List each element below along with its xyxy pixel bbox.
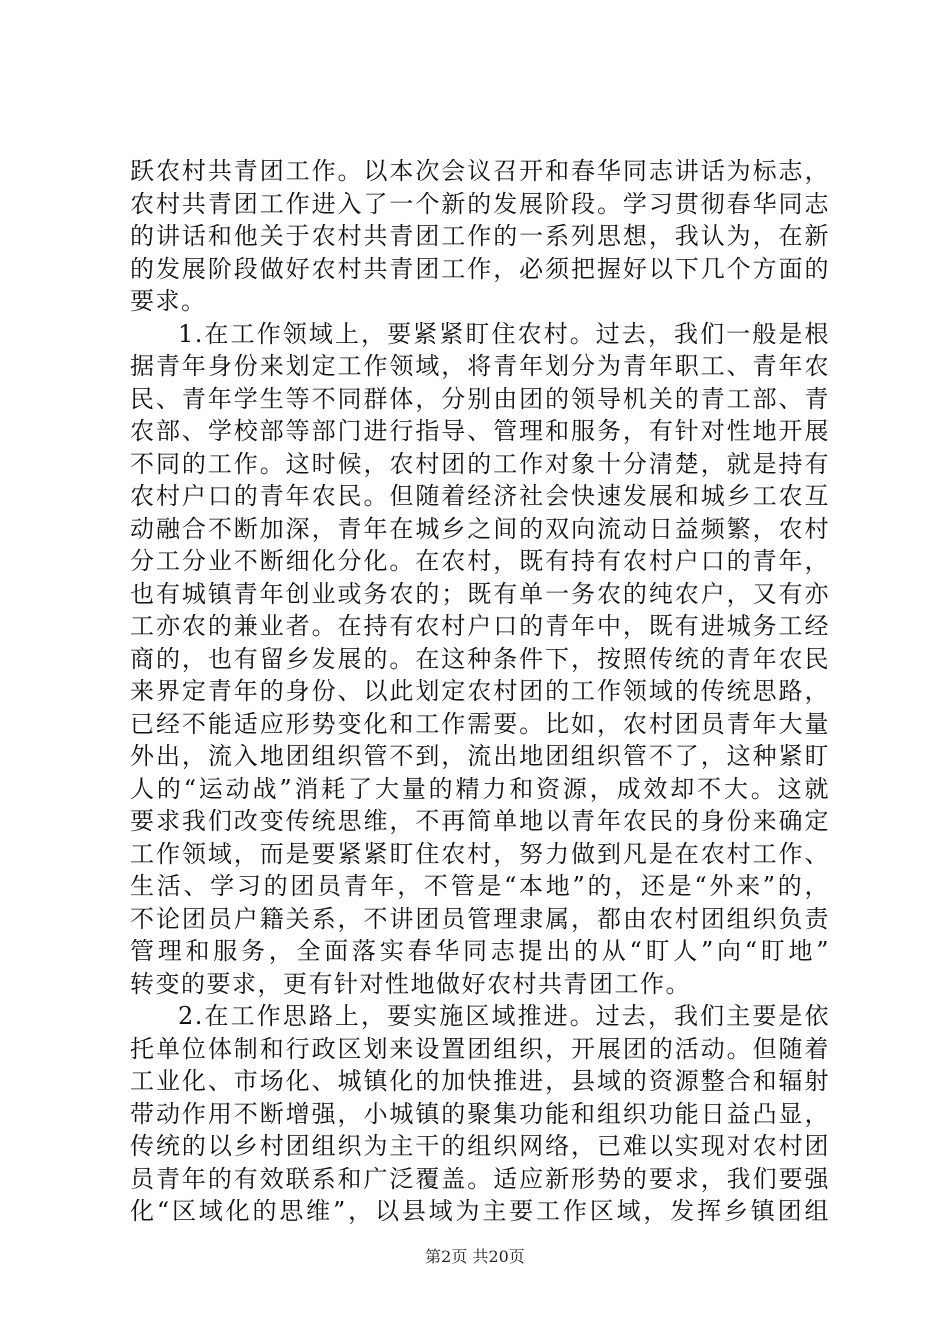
text-line: 商的，也有留乡发展的。在这种条件下，按照传统的青年农民 — [130, 644, 830, 673]
text-line: 要求我们改变传统思维，不再简单地以青年农民的身份来确定 — [130, 807, 830, 835]
text-line: 不同的工作。这时候，农村团的工作对象十分清楚，就是持有 — [130, 449, 830, 478]
page-number-footer: 第2页 共20页 — [425, 1247, 525, 1266]
text-line: 据青年身份来划定工作领域，将青年划分为青年职工、青年农 — [130, 352, 830, 380]
text-line: 带动作用不断增强，小城镇的聚集功能和组织功能日益凸显， — [130, 1099, 830, 1128]
text-line: 托单位体制和行政区划来设置团组织，开展团的活动。但随着 — [130, 1034, 830, 1063]
text-line: 要求。 — [130, 287, 207, 315]
text-line: 农部、学校部等部门进行指导、管理和服务，有针对性地开展 — [130, 417, 830, 445]
text-line: 不论团员户籍关系，不讲团员管理隶属，都由农村团组织负责 — [130, 904, 830, 933]
paragraph-start-line: 1.在工作领域上，要紧紧盯住农村。过去，我们一般是根 — [178, 319, 830, 348]
text-line: 来界定青年的身份、以此划定农村团的工作领域的传统思路， — [130, 677, 830, 705]
text-line: 民、青年学生等不同群体，分别由团的领导机关的青工部、青 — [130, 384, 830, 413]
text-line: 农村共青团工作进入了一个新的发展阶段。学习贯彻春华同志 — [130, 189, 830, 218]
text-line: 农村户口的青年农民。但随着经济社会快速发展和城乡工农互 — [130, 482, 830, 510]
text-line: 的发展阶段做好农村共青团工作，必须把握好以下几个方面的 — [130, 254, 830, 283]
text-line: 已经不能适应形势变化和工作需要。比如，农村团员青年大量 — [130, 709, 830, 738]
text-line: 分工分业不断细化分化。在农村，既有持有农村户口的青年， — [130, 547, 830, 575]
text-line: 转变的要求，更有针对性地做好农村共青团工作。 — [130, 969, 691, 998]
text-line: 的讲话和他关于农村共青团工作的一系列思想，我认为，在新 — [130, 222, 830, 250]
text-line: 传统的以乡村团组织为主干的组织网络，已难以实现对农村团 — [130, 1132, 830, 1160]
text-line: 跃农村共青团工作。以本次会议召开和春华同志讲话为标志， — [130, 157, 830, 185]
text-line: 员青年的有效联系和广泛覆盖。适应新形势的要求，我们要强 — [130, 1164, 830, 1193]
paragraph-start-line: 2.在工作思路上，要实施区域推进。过去，我们主要是依 — [178, 1002, 830, 1030]
text-line: 也有城镇青年创业或务农的；既有单一务农的纯农户，又有亦 — [130, 579, 830, 608]
text-line: 动融合不断加深，青年在城乡之间的双向流动日益频繁，农村 — [130, 514, 830, 543]
text-line: 人的“运动战”消耗了大量的精力和资源，成效却不大。这就 — [130, 774, 830, 803]
body-text — [130, 155, 830, 1228]
text-line: 工作领域，而是要紧紧盯住农村，努力做到凡是在农村工作、 — [130, 839, 830, 868]
text-line: 化“区域化的思维”，以县域为主要工作区域，发挥乡镇团组 — [130, 1197, 830, 1225]
text-line: 工亦农的兼业者。在持有农村户口的青年中，既有进城务工经 — [130, 612, 830, 640]
text-line: 管理和服务，全面落实春华同志提出的从“盯人”向“盯地” — [130, 937, 830, 965]
text-line: 外出，流入地团组织管不到，流出地团组织管不了，这种紧盯 — [130, 742, 830, 770]
text-line: 工业化、市场化、城镇化的加快推进，县域的资源整合和辐射 — [130, 1067, 830, 1095]
text-line: 生活、学习的团员青年，不管是“本地”的，还是“外来”的， — [130, 872, 830, 900]
